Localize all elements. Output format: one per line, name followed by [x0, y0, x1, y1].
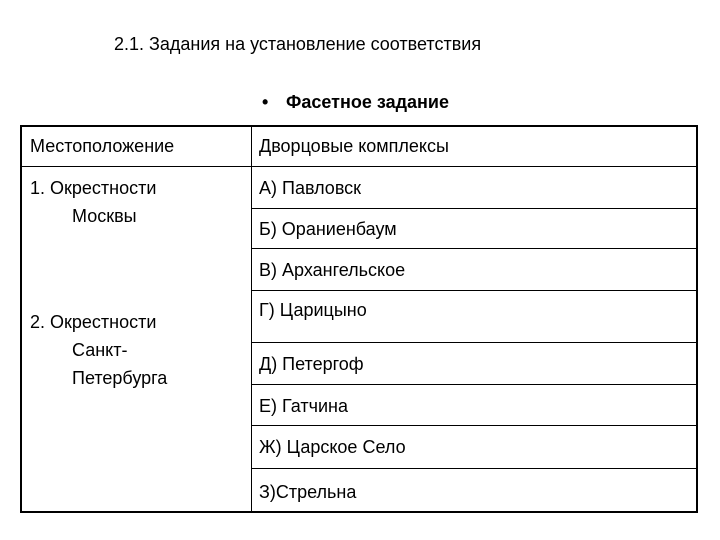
- location-spb-line2: Санкт-: [72, 340, 128, 360]
- palace-item: А) Павловск: [259, 178, 362, 198]
- row-divider: [251, 248, 698, 249]
- header-location: Местоположение: [30, 136, 175, 156]
- row-divider: [20, 166, 698, 167]
- column-divider: [251, 125, 252, 513]
- row-divider: [251, 290, 698, 291]
- row-divider: [251, 384, 698, 385]
- bullet-icon: •: [262, 92, 269, 112]
- palace-item: Б) Ораниенбаум: [259, 219, 397, 239]
- row-divider: [251, 342, 698, 343]
- palace-item: Е) Гатчина: [259, 396, 348, 416]
- palace-item: Г) Царицыно: [259, 300, 367, 320]
- location-moscow-line2: Москвы: [72, 206, 137, 226]
- row-divider: [251, 208, 698, 209]
- row-divider: [251, 468, 698, 469]
- subtitle-text: Фасетное задание: [286, 92, 449, 112]
- slide-subtitle: [262, 92, 449, 113]
- palace-item: З)Стрельна: [259, 482, 357, 502]
- palace-item: В) Архангельское: [259, 260, 406, 280]
- location-moscow-line1: 1. Окрестности: [30, 178, 157, 198]
- palace-item: Ж) Царское Село: [259, 437, 406, 457]
- location-spb-line3: Петербурга: [72, 368, 168, 388]
- palace-item: Д) Петергоф: [259, 354, 364, 374]
- slide-title: 2.1. Задания на установление соответствия: [114, 34, 482, 54]
- row-divider: [251, 425, 698, 426]
- header-palaces: Дворцовые комплексы: [259, 136, 449, 156]
- location-spb-line1: 2. Окрестности: [30, 312, 157, 332]
